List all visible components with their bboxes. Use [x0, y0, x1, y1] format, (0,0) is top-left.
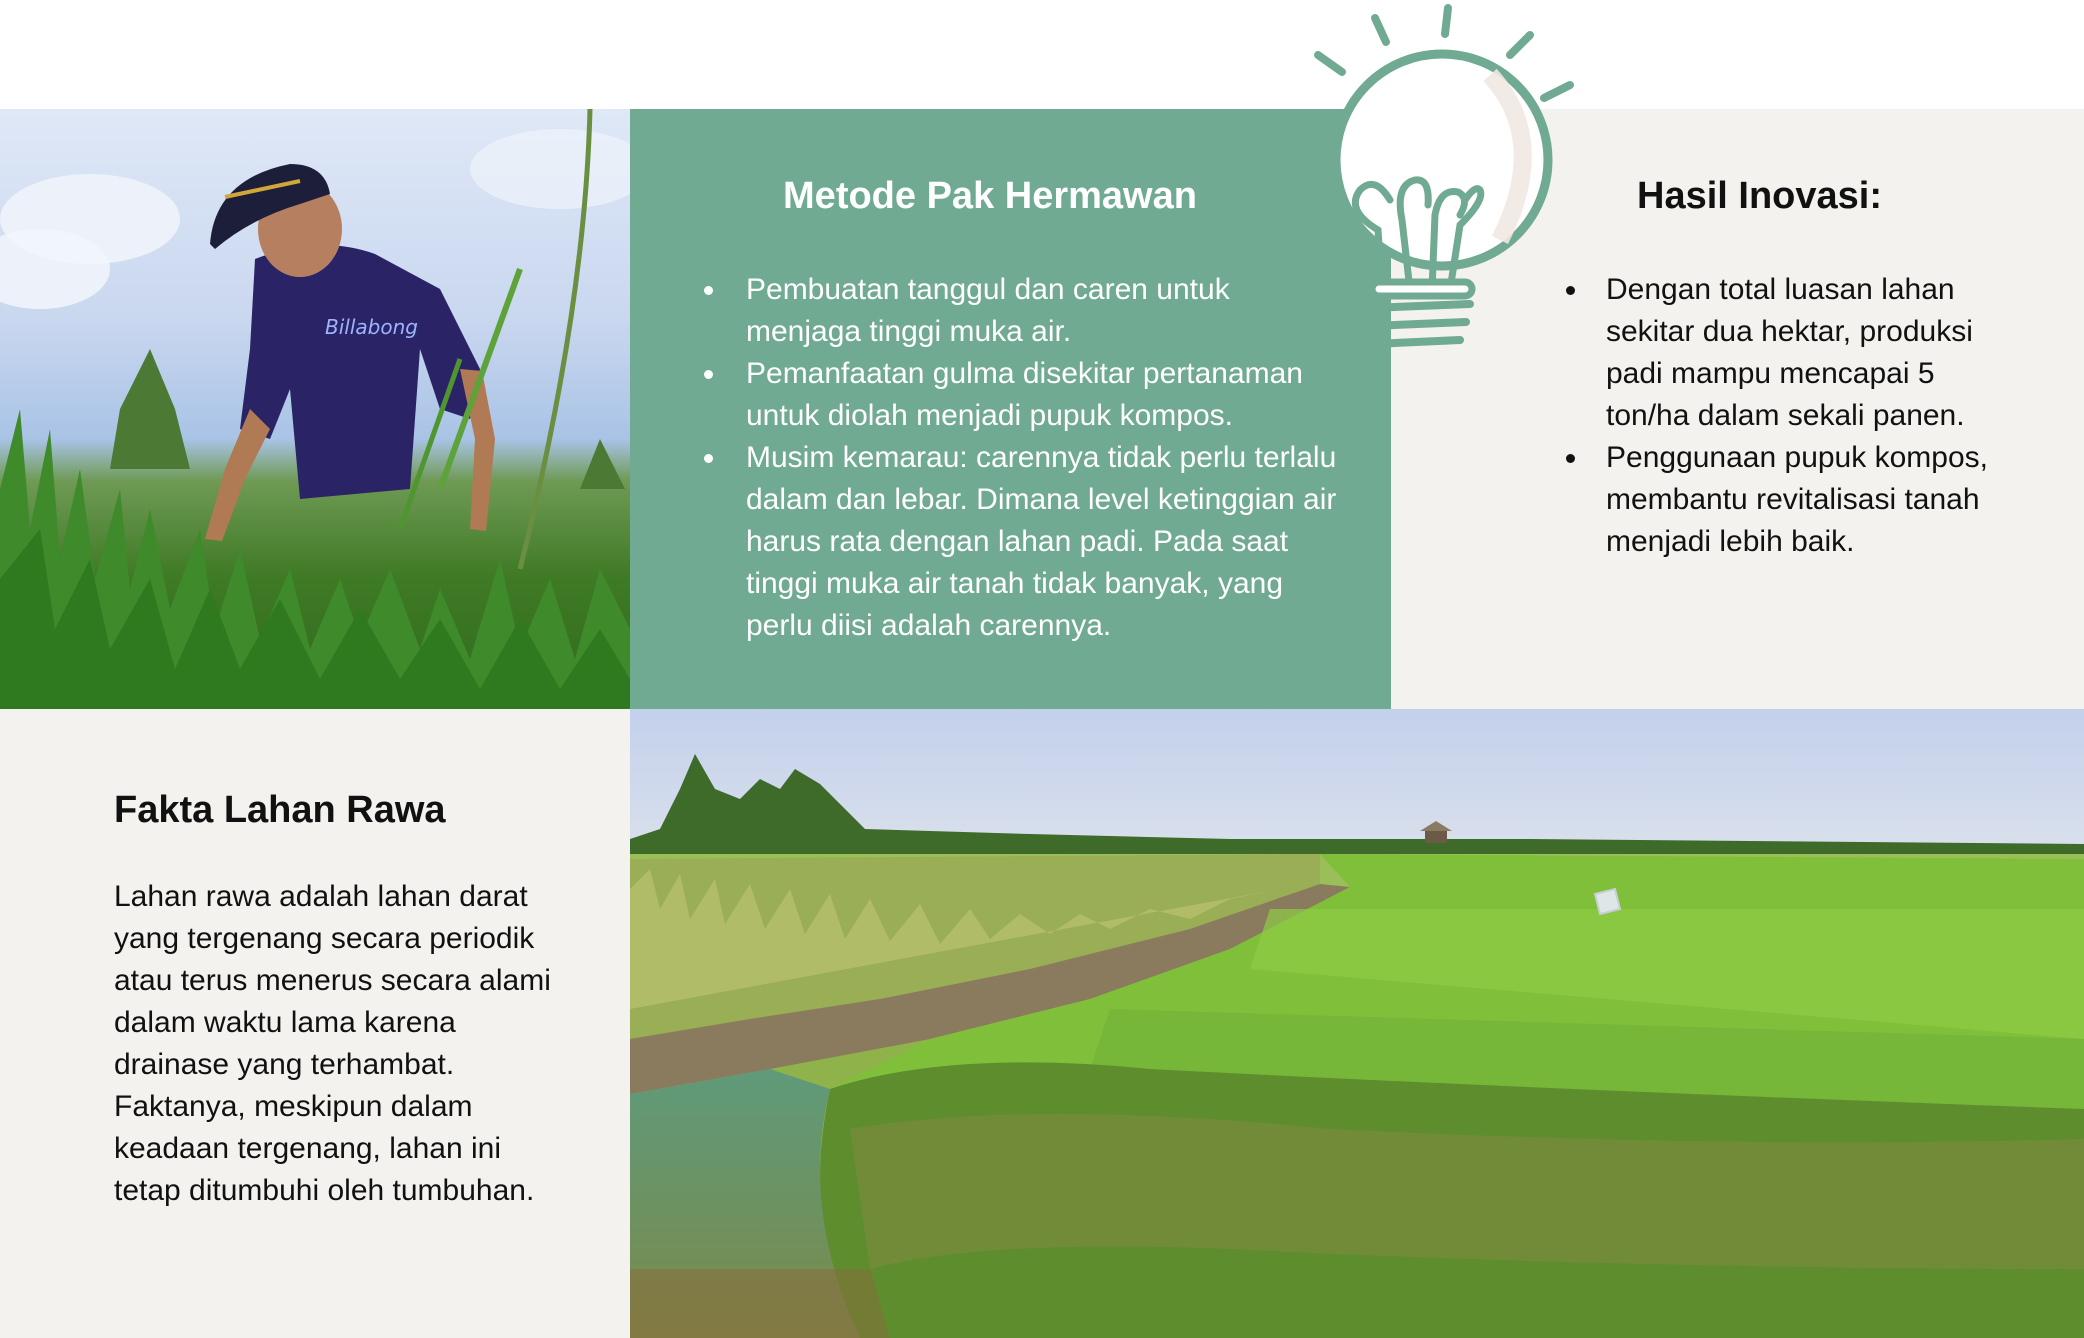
swamp-field-photo: [630, 709, 2084, 1338]
method-item: Musim kemarau: carennya tidak perlu terlalu dalam dan lebar. Dimana level ketinggian air harus rata dengan lahan padi. Pada saat tinggi muka air tanah tidak banyak, yang perlu diisi adalah carennya.: [704, 437, 1344, 647]
facts-title: Fakta Lahan Rawa: [114, 789, 446, 831]
method-item: Pemanfaatan gulma disekitar pertanaman untuk diolah menjadi pupuk kompos.: [704, 353, 1344, 437]
method-item: Pembuatan tanggul dan caren untuk menjaga tinggi muka air.: [704, 269, 1344, 353]
method-title: Metode Pak Hermawan: [783, 175, 1197, 217]
method-panel: [630, 109, 1391, 709]
result-title: Hasil Inovasi:: [1637, 175, 1882, 217]
farmer-photo: [0, 109, 630, 709]
lightbulb-icon: [1300, 0, 1580, 370]
facts-body: Lahan rawa adalah lahan darat yang tergenang secara periodik atau terus menerus secara alami dalam waktu lama karena drainase yang terhambat. Faktanya, meskipun dalam keadaan tergenang, lahan ini tetap ditumbuhi oleh tumbuhan.: [114, 880, 551, 1207]
result-list: [1566, 269, 2006, 563]
method-list: [704, 269, 1344, 647]
result-item: Dengan total luasan lahan sekitar dua hektar, produksi padi mampu mencapai 5 ton/ha dalam sekali panen.: [1566, 269, 2006, 437]
facts-panel: [0, 709, 630, 1338]
result-item: Penggunaan pupuk kompos, membantu revitalisasi tanah menjadi lebih baik.: [1566, 437, 2006, 563]
shirt-logo-text: Billabong: [325, 315, 418, 339]
